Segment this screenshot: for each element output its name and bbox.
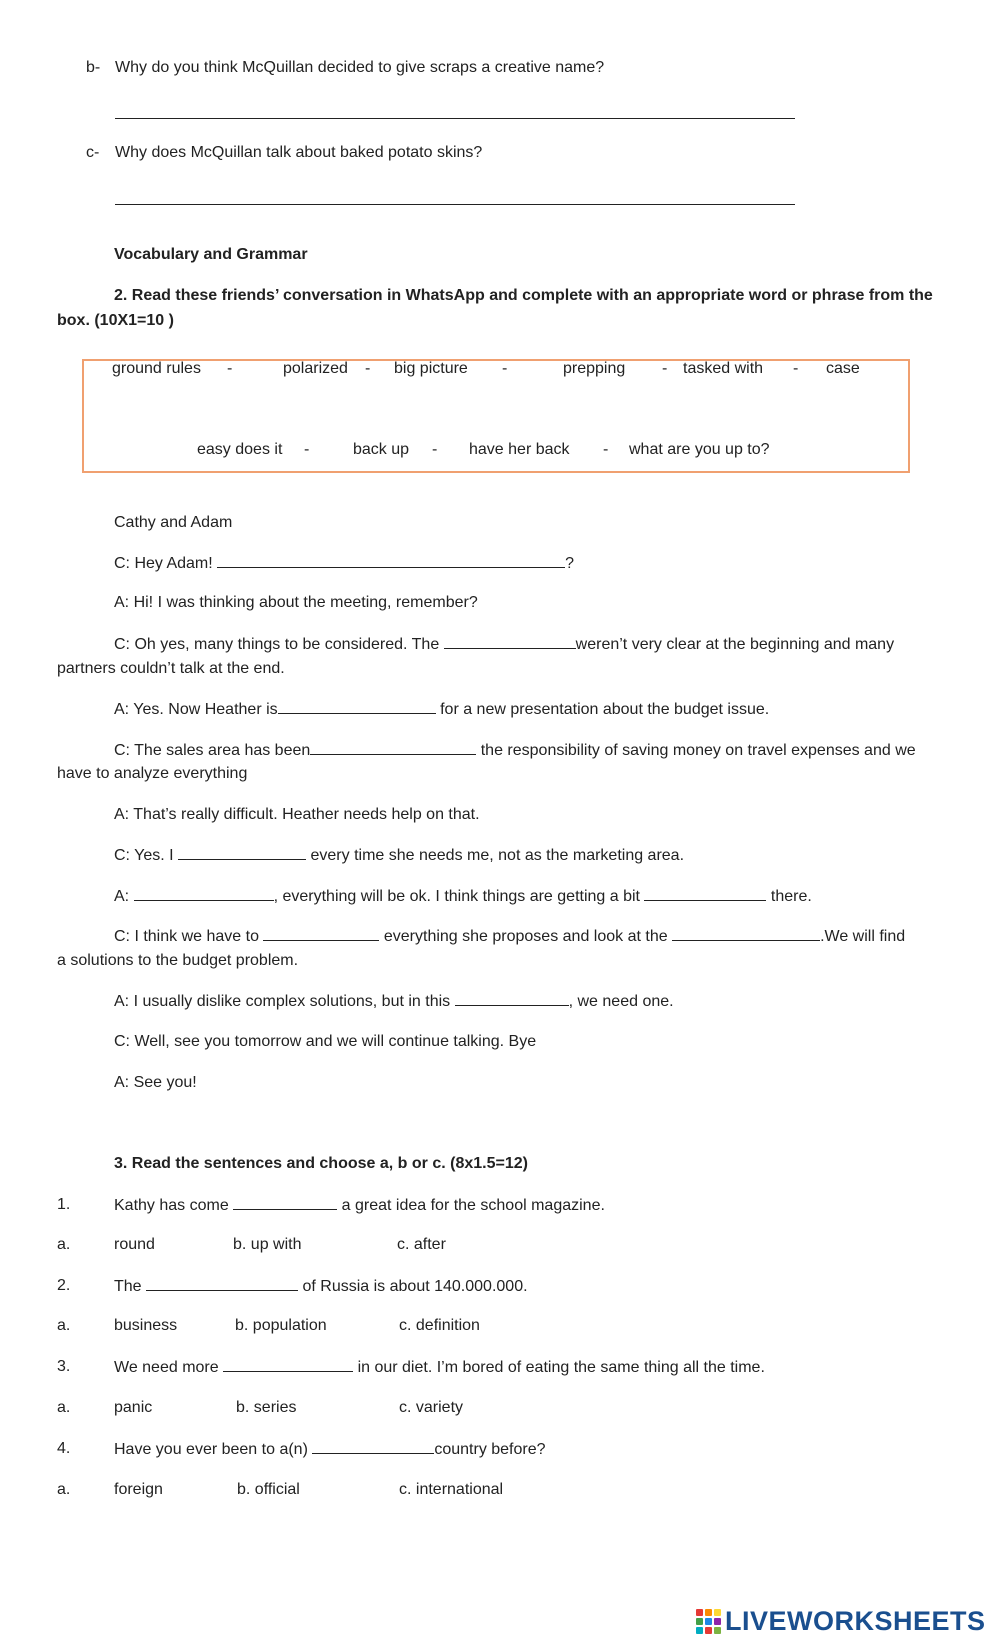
dialogue-text: weren’t very clear at the beginning and many [575, 636, 895, 653]
item-blank[interactable] [146, 1276, 298, 1291]
option-label: a. [57, 1399, 71, 1416]
dialogue-text: , we need one. [568, 993, 674, 1010]
sentence-text: in our diet. I’m bored of eating the same thing all the time. [357, 1359, 765, 1376]
dialogue-text: every time she needs me, not as the marketing area. [310, 847, 685, 864]
answer-line-c[interactable] [115, 204, 795, 205]
item-sentence [114, 1195, 605, 1216]
dialogue-line [114, 991, 674, 1012]
box-word: big picture [394, 360, 468, 377]
logo-text: LIVEWORKSHEETS [725, 1605, 986, 1636]
dialogue-line [114, 699, 769, 720]
box-word: case [826, 360, 860, 377]
option-c[interactable]: c. variety [399, 1399, 464, 1416]
item-blank[interactable] [312, 1439, 434, 1454]
box-separator: - [793, 360, 799, 377]
item-sentence [114, 1276, 528, 1297]
dialogue-line [114, 886, 812, 907]
dialogue-text: C: Oh yes, many things to be considered. The [114, 636, 440, 653]
dialogue-line: A: Hi! I was thinking about the meeting, remember? [114, 594, 478, 611]
dialogue-text: C: Yes. I [114, 847, 174, 864]
option-a[interactable]: round [114, 1236, 155, 1253]
item-sentence [114, 1357, 765, 1378]
dialogue-line: a solutions to the budget problem. [57, 952, 299, 969]
box-word: ground rules [112, 360, 201, 377]
conversation-title: Cathy and Adam [114, 514, 233, 531]
dialogue-line: have to analyze everything [57, 765, 248, 782]
option-b[interactable]: b. up with [233, 1236, 302, 1253]
answer-blank-4[interactable] [310, 740, 476, 755]
dialogue-line [114, 845, 684, 866]
answer-blank-1[interactable] [217, 553, 565, 568]
question-b-label: b- [86, 59, 101, 76]
item-sentence [114, 1439, 546, 1460]
dialogue-text: there. [770, 888, 812, 905]
answer-blank-6[interactable] [134, 886, 274, 901]
sentence-text: Have you ever been to a(n) [114, 1441, 308, 1458]
item-number: 1. [57, 1196, 71, 1213]
item-number: 3. [57, 1358, 71, 1375]
box-word: what are you up to? [629, 441, 770, 458]
dialogue-line: A: See you! [114, 1074, 197, 1091]
option-c[interactable]: c. after [397, 1236, 446, 1253]
dialogue-text: for a new presentation about the budget issue. [440, 701, 770, 718]
option-label: a. [57, 1317, 71, 1334]
dialogue-text: everything she proposes and look at the [383, 928, 668, 945]
dialogue-text: , everything will be ok. I think things are getting a bit [273, 888, 640, 905]
dialogue-line: partners couldn’t talk at the end. [57, 660, 285, 677]
option-a[interactable]: panic [114, 1399, 153, 1416]
answer-blank-3[interactable] [278, 699, 436, 714]
box-separator: - [432, 441, 438, 458]
option-c[interactable]: c. international [399, 1481, 504, 1498]
option-b[interactable]: b. official [237, 1481, 300, 1498]
item-number: 2. [57, 1277, 71, 1294]
box-separator: - [365, 360, 371, 377]
logo-grid-icon [696, 1609, 721, 1634]
option-c[interactable]: c. definition [399, 1317, 480, 1334]
liveworksheets-logo [696, 1604, 986, 1638]
answer-blank-7[interactable] [644, 886, 766, 901]
box-word: tasked with [683, 360, 764, 377]
option-label: a. [57, 1236, 71, 1253]
answer-line-b[interactable] [115, 118, 795, 119]
box-word: back up [353, 441, 410, 458]
option-label: a. [57, 1481, 71, 1498]
box-separator: - [227, 360, 233, 377]
option-a[interactable]: foreign [114, 1481, 163, 1498]
answer-blank-10[interactable] [455, 991, 569, 1006]
dialogue-text: A: I usually dislike complex solutions, but in this [114, 993, 451, 1010]
dialogue-text: ? [565, 555, 575, 572]
dialogue-text: the responsibility of saving money on travel expenses and we [480, 742, 916, 759]
sentence-text: We need more [114, 1359, 219, 1376]
item-number: 4. [57, 1440, 71, 1457]
box-word: polarized [283, 360, 348, 377]
box-separator: - [502, 360, 508, 377]
question-c-text: Why does McQuillan talk about baked potato skins? [115, 144, 483, 161]
ex3-instruction: 3. Read the sentences and choose a, b or c. (8x1.5=12) [114, 1155, 528, 1172]
sentence-text: of Russia is about 140.000.000. [302, 1278, 528, 1295]
option-b[interactable]: b. series [236, 1399, 297, 1416]
dialogue-line [114, 740, 916, 761]
question-b-text: Why do you think McQuillan decided to give scraps a creative name? [115, 59, 605, 76]
dialogue-text: A: [114, 888, 130, 905]
sentence-text: country before? [434, 1441, 546, 1458]
answer-blank-5[interactable] [178, 845, 306, 860]
dialogue-line [114, 926, 905, 947]
item-blank[interactable] [233, 1195, 337, 1210]
dialogue-line: C: Well, see you tomorrow and we will continue talking. Bye [114, 1033, 537, 1050]
dialogue-text: .We will find [820, 928, 906, 945]
option-a[interactable]: business [114, 1317, 178, 1334]
box-word: easy does it [197, 441, 283, 458]
ex2-instruction: 2. Read these friends’ conversation in WhatsApp and complete with an appropriate word or phrase from the [114, 287, 933, 304]
sentence-text: The [114, 1278, 142, 1295]
sentence-text: Kathy has come [114, 1197, 229, 1214]
answer-blank-8[interactable] [263, 926, 379, 941]
question-c-label: c- [86, 144, 100, 161]
box-word: have her back [469, 441, 570, 458]
option-b[interactable]: b. population [235, 1317, 327, 1334]
box-separator: - [603, 441, 609, 458]
ex2-instruction-cont: box. (10X1=10 ) [57, 312, 174, 329]
dialogue-text: C: Hey Adam! [114, 555, 213, 572]
dialogue-line: A: That’s really difficult. Heather needs help on that. [114, 806, 480, 823]
dialogue-text: C: The sales area has been [114, 742, 311, 759]
dialogue-line [114, 634, 894, 655]
item-blank[interactable] [223, 1357, 353, 1372]
box-separator: - [662, 360, 668, 377]
box-separator: - [304, 441, 310, 458]
section-heading: Vocabulary and Grammar [114, 246, 308, 263]
answer-blank-9[interactable] [672, 926, 820, 941]
dialogue-text: A: Yes. Now Heather is [114, 701, 278, 718]
dialogue-text: C: I think we have to [114, 928, 259, 945]
sentence-text: a great idea for the school magazine. [341, 1197, 605, 1214]
box-word: prepping [563, 360, 626, 377]
dialogue-line [114, 553, 574, 574]
answer-blank-2[interactable] [444, 634, 576, 649]
